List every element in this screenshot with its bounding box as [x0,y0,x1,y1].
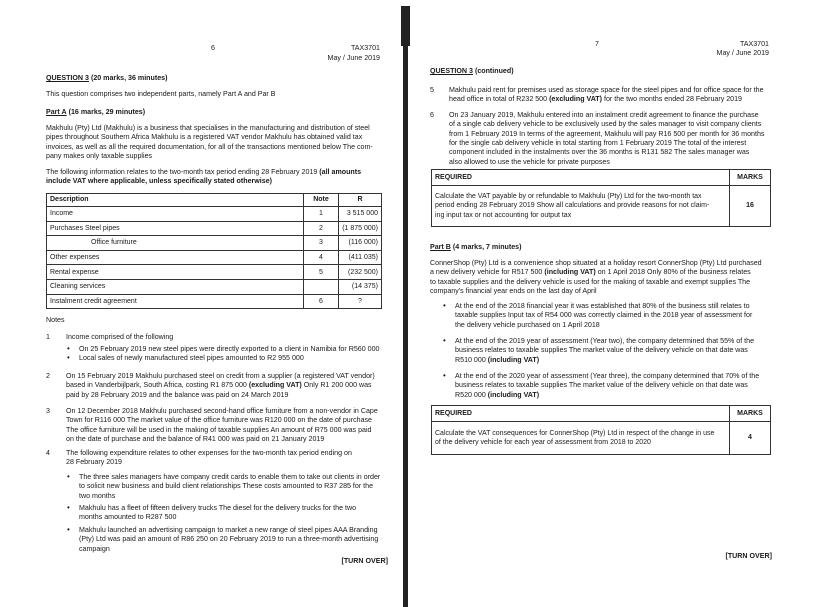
part-b-bold: (including VAT) [544,268,596,277]
bullet-line: months amounted to R287 500 [79,513,177,522]
part-a-heading [46,108,145,117]
note2-line: On 15 February 2019 Makhulu purchased steel on credit from a supplier (a registered VAT vendor) [66,372,375,380]
spine-bar [403,10,408,607]
note4-bullet [79,473,391,501]
header-description: Description [47,194,304,207]
note1-bullet: Local sales of newly manufactured steel pipes amounted to R2 955 000 [79,354,304,362]
note3-line: on the date of purchase and the balance of R41 000 was paid on 21 January 2019 [66,435,325,444]
part-b-bullet [455,337,775,365]
required-table-1 [431,169,771,227]
bullet-bold: (including VAT) [487,355,540,364]
following-bold: (all amounts [319,168,362,176]
row-note: 6 [304,294,339,309]
part-b-line: ConnerShop (Pty) Ltd is a convenience shop situated at a holiday resort ConnerShop (Pty) Ltd purchased [430,259,762,267]
row-note: 5 [304,265,339,280]
row-note: 2 [304,221,339,236]
bullet-line: the delivery vehicle purchased on 1 April 2018 [455,320,600,329]
exam-date: May / June 2019 [716,49,769,57]
part-b-line: to taxable supplies and the delivery vehicle is used for the making of taxable and exempt supplies The [430,277,751,286]
row-description: Other expenses [47,250,304,265]
bullet-icon: • [443,301,446,310]
bullet-icon: • [443,371,446,380]
bullet-line: to solicit new business and build client relationships These costs amounted to R37 285 for the [79,482,374,491]
part-b-line: a new delivery vehicle for R517 500 [430,268,543,277]
required-line: Calculate the VAT consequences for ConnerShop (Pty) Ltd in respect of the change in use [435,429,715,437]
note2-line: based in Vanderbijlpark, South Africa, costing R1 875 000 [66,381,247,390]
note5-line: Makhulu paid rent for premises used as storage space for the steel pipes and for office space for the [449,86,764,94]
para-line: pipes throughout Southern Africa Makhulu is a registered VAT vendor Makhulu has obtained valid tax [46,133,363,142]
table-row [47,250,382,265]
bullet-line: business relates to taxable supplies The market value of the delivery vehicle on that date was [455,346,748,355]
part-b-marks: (4 marks, 7 minutes) [452,243,522,251]
transactions-table [46,193,382,309]
bullet-line: At the end of the 2019 year of assessment (Year two), the company determined that 55% of the [455,337,755,345]
marks-header: MARKS [730,170,771,186]
bullet-line: Makhulu has a fleet of fifteen delivery trucks The diesel for the delivery trucks for the two [79,504,357,512]
note3-line: On 12 December 2018 Makhulu purchased second-hand office furniture from a non-vendor in Cape [66,407,378,415]
part-b-label: Part B [430,243,451,251]
bullet-line: taxable supplies Input tax of R54 000 was correctly claimed in the 2018 year of assessment for [455,311,753,320]
part-a-label: Part A [46,108,67,116]
turn-over: [TURN OVER] [725,552,772,560]
question-continued: (continued) [474,67,514,75]
part-b-paragraph [430,259,775,296]
note5-bold: (excluding VAT) [549,95,603,104]
row-amount: (116 000) [339,236,382,251]
note6-line: for the single cab delivery vehicle in total starting from 1 February 2019 The total of the interest [449,139,747,148]
required-header: REQUIRED [432,406,730,422]
page-number: 6 [211,44,215,52]
note3-line: The office furniture will be used in the making of taxable supplies An amount of R75 000 was paid [66,425,372,434]
note5-text [449,86,774,105]
table-row [47,236,382,251]
bullet-icon: • [67,344,70,353]
exam-date: May / June 2019 [327,54,380,62]
note4-bullet [79,504,391,523]
bullet-line: business relates to taxable supplies The market value of the delivery vehicle on that date was [455,381,748,390]
row-amount: ? [339,294,382,309]
required-line: of the delivery vehicle for each year of assessment from 2018 to 2020 [435,439,651,446]
note-number: 1 [46,333,50,341]
required-line: period ending 28 February 2019 Show all calculations and provide reasons for not claim- [435,202,710,210]
following-info [46,168,391,187]
bullet-line: The three sales managers have company credit cards to enable them to take out clients in order [79,473,381,481]
required-marks: 4 [730,422,771,455]
bullet-line: At the end of the 2018 financial year it was established that 80% of the business still relates to [455,302,750,310]
row-amount: 3 515 000 [339,207,382,222]
note6-line: also allowed to use the vehicle for private purposes [449,157,610,166]
row-description: Rental expense [47,265,304,280]
note-number: 5 [430,86,434,94]
left-page [0,0,400,607]
row-amount: (232 500) [339,265,382,280]
note4-bullet [79,526,391,554]
part-b-bullet [455,372,775,400]
question-title: QUESTION 3 [46,74,89,82]
note2-text [66,372,391,400]
note4-line: 28 February 2019 [66,458,122,467]
table-header [47,194,382,207]
note1-text: Income comprised of the following [66,333,174,341]
note6-text [449,111,779,167]
part-a-paragraph [46,124,386,161]
para-line: Makhulu (Pty) Ltd (Makhulu) is a business that specialises in the manufacturing and distribution of steel [46,124,370,132]
row-description: Income [47,207,304,222]
note-number: 4 [46,449,50,457]
bullet-icon: • [443,336,446,345]
note5-line: for the two months ended 28 February 2019 [602,95,743,104]
table-row [47,265,382,280]
intro-text: This question comprises two independent parts, namely Part A and Par B [46,90,276,98]
note3-line: Town for R116 000 The market value of the office furniture was R120 000 on the date of purchase [66,416,373,425]
turn-over: [TURN OVER] [341,557,388,565]
required-table-2 [431,405,771,455]
part-b-bullet [455,302,775,330]
required-marks: 16 [730,186,771,227]
required-header-row [432,406,771,422]
row-amount: (411 035) [339,250,382,265]
following-text: The following information relates to the two-month tax period ending 28 February 2019 [46,168,318,176]
bullet-line: (Pty) Ltd was paid an amount of R86 250 on 20 February 2019 to run a three-month advertising [79,535,379,544]
required-header: REQUIRED [432,170,730,186]
part-a-marks: (16 marks, 29 minutes) [68,108,146,116]
book-spine [401,0,410,607]
required-line: Calculate the VAT payable by or refundable to Makhulu (Pty) Ltd for the two-month tax [435,193,702,201]
required-row [432,186,771,227]
row-note: 3 [304,236,339,251]
note4-line: The following expenditure relates to other expenses for the two-month tax period ending on [66,449,352,457]
row-description: Cleaning services [47,279,304,294]
note2-bold: (excluding VAT) [248,381,302,390]
row-note: 4 [304,250,339,265]
question-marks: (20 marks, 36 minutes) [90,74,168,82]
header-amount: R [339,194,382,207]
question-heading [46,74,167,83]
bullet-icon: • [67,525,70,534]
right-page [410,0,815,607]
required-row [432,422,771,455]
note2-line: paid by 28 February 2019 and the balance was paid on 24 March 2019 [66,390,289,399]
required-text [432,186,730,227]
part-b-heading [430,243,522,252]
table-row [47,279,382,294]
note6-line: of a single cab delivery vehicle to be exclusively used by the sales manager to visit company clients [449,120,762,129]
table-row [47,294,382,309]
header-note: Note [304,194,339,207]
note5-line: head office in total of R232 500 [449,95,548,104]
row-amount: (14 375) [339,279,382,294]
row-description: Office furniture [47,236,304,251]
note4-text [66,449,391,468]
bullet-line: R520 000 [455,390,486,399]
bullet-line: R510 000 [455,355,486,364]
note6-line: component included in the instalments over the 36 months is R131 582 The sales manager was [449,148,750,157]
notes-heading: Notes [46,316,65,324]
row-description: Instalment credit agreement [47,294,304,309]
question-heading [430,67,514,76]
course-code: TAX3701 [350,44,380,52]
note6-line: from 1 February 2019 In terms of the agreement, Makhulu will pay R16 500 per month for 36 months [449,129,765,138]
bullet-bold: (including VAT) [487,390,540,399]
para-line: invoices, as well as all the required documentation, for all of the transactions mentioned below The com- [46,142,373,151]
row-note [304,279,339,294]
note3-text [66,407,391,444]
row-note: 1 [304,207,339,222]
bullet-icon: • [67,503,70,512]
note-number: 2 [46,372,50,380]
question-title: QUESTION 3 [430,67,473,75]
note-number: 6 [430,111,434,119]
bullet-icon: • [67,353,70,362]
note2-line: Only R1 200 000 was [301,381,372,390]
following-bold-line2: include VAT where applicable, unless specifically stated otherwise) [46,177,273,186]
bullet-line: campaign [79,544,110,553]
bullet-line: Makhulu launched an advertising campaign to market a new range of steel pipes AAA Branding [79,526,378,534]
page-number: 7 [595,40,599,48]
bullet-line: At the end of the 2020 year of assessment (Year three), the company determined that 70% of the [455,372,760,380]
table-row [47,207,382,222]
row-amount: (1 875 000) [339,221,382,236]
part-b-line: company's financial year ends on the last day of April [430,287,597,296]
note6-line: On 23 January 2019, Makhulu entered into an instalment credit agreement to finance the purchase [449,111,759,119]
bullet-icon: • [67,472,70,481]
marks-header: MARKS [730,406,771,422]
course-code: TAX3701 [739,40,769,48]
part-b-line: on 1 April 2018 Only 80% of the business relates [595,268,751,277]
bullet-line: two months [79,491,116,500]
note-number: 3 [46,407,50,415]
required-header-row [432,170,771,186]
required-line: ing input tax or not accounting for output tax [435,211,572,219]
required-text [432,422,730,455]
table-row [47,221,382,236]
note1-bullet: On 25 February 2019 new steel pipes were directly exported to a client in Namibia for R560 000 [79,345,380,353]
para-line: pany makes only taxable supplies [46,152,153,161]
row-description: Purchases Steel pipes [47,221,304,236]
